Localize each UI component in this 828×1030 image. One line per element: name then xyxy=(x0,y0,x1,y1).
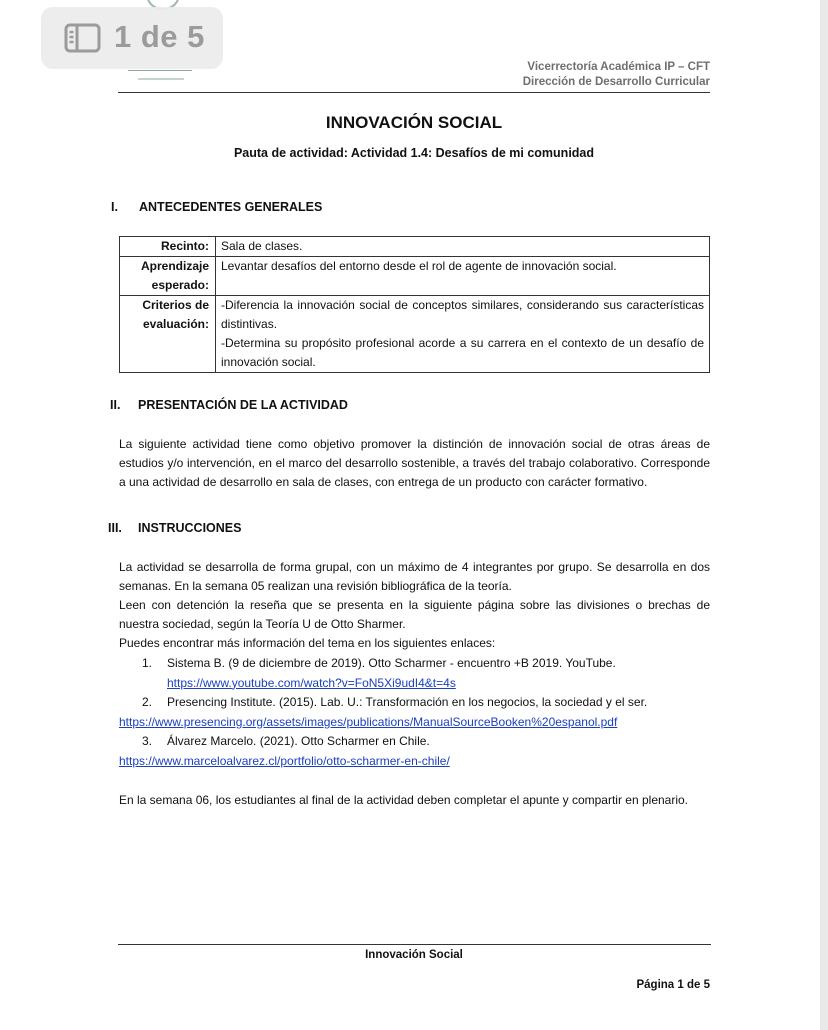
recinto-label: Recinto: xyxy=(120,237,216,257)
aprendizaje-value: Levantar desafíos del entorno desde el rol de agente de innovación social. xyxy=(216,257,710,296)
sidebar-toggle-icon[interactable] xyxy=(64,23,101,53)
document-title: INNOVACIÓN SOCIAL xyxy=(325,113,503,132)
list-item-number: 3. xyxy=(142,734,153,748)
header-line-2: Dirección de Desarrollo Curricular xyxy=(522,76,710,88)
list-item-text: Álvarez Marcelo. (2021). Otto Scharmer en Chile. xyxy=(167,734,430,748)
section-2-paragraph: La siguiente actividad tiene como objetivo promover la distinción de innovación social de otras áreas de estudios y/o intervención, en el marco del desarrollo sostenible, a través del trabajo colaborativo. Corresponde a una actividad de desarrollo en sala de clases, con entrega de un producto con carácter formativo. xyxy=(119,437,710,489)
recinto-value: Sala de clases. xyxy=(216,237,710,257)
criterios-value xyxy=(216,296,710,373)
youtube-link[interactable]: https://www.youtube.com/watch?v=FoN5Xi9udI4&t=4s xyxy=(167,675,456,690)
instructions-text xyxy=(119,558,710,653)
instructions-p1: La actividad se desarrolla de forma grupal, con un máximo de 4 integrantes por grupo. Se desarrolla en dos semanas. En la semana 05 realizan una revisión bibliográfica de la teoría. xyxy=(119,560,710,593)
aprendizaje-label: Aprendizaje esperado: xyxy=(120,257,216,296)
list-item xyxy=(119,693,710,732)
header-line-1: Vicerrectoría Académica IP – CFT xyxy=(527,61,710,73)
section-3-label: INSTRUCCIONES xyxy=(138,521,242,535)
section-3-number: III. xyxy=(108,521,122,535)
criterio-2: -Determina su propósito profesional acorde a su carrera en el contexto de un desafío de innovación social. xyxy=(221,336,704,369)
section-2-label: PRESENTACIÓN DE LA ACTIVIDAD xyxy=(138,398,348,412)
table-row xyxy=(120,257,710,296)
section-1-number: I. xyxy=(111,200,118,214)
reference-list xyxy=(119,654,710,771)
criterio-1: -Diferencia la innovación social de conceptos similares, considerando sus características distintivas. xyxy=(221,298,704,331)
footer-rule xyxy=(118,944,711,945)
instructions-p2: Leen con detención la reseña que se presenta en la siguiente página sobre las divisiones o brechas de nuestra sociedad, según la Teoría U de Otto Sharmer. xyxy=(119,598,710,631)
document-header xyxy=(523,60,710,90)
footer-title: Innovación Social xyxy=(365,949,463,961)
marceloalvarez-link[interactable]: https://www.marceloalvarez.cl/portfolio/otto-scharmer-en-chile/ xyxy=(119,753,450,768)
document-subtitle: Pauta de actividad: Actividad 1.4: Desafíos de mi comunidad xyxy=(233,146,595,160)
logo-divider xyxy=(128,70,192,71)
table-row xyxy=(120,296,710,373)
section-2-number: II. xyxy=(110,398,121,412)
list-item-number: 1. xyxy=(142,656,153,670)
presencing-link[interactable]: https://www.presencing.org/assets/images/publications/ManualSourceBooken%20espanol.pdf xyxy=(119,714,618,729)
criterios-label: Criterios de evaluación: xyxy=(120,296,216,373)
page-indicator-text: 1 de 5 xyxy=(114,19,205,54)
page-number: Página 1 de 5 xyxy=(636,979,710,991)
closing-paragraph: En la semana 06, los estudiantes al final de la actividad deben completar el apunte y compartir en plenario. xyxy=(119,793,689,807)
list-item-text: Presencing Institute. (2015). Lab. U.: Transformación en los negocios, la sociedad y el ser. xyxy=(167,695,648,709)
section-1-label: ANTECEDENTES GENERALES xyxy=(139,200,323,214)
logo-caption-mark xyxy=(138,78,184,80)
general-info-table xyxy=(119,236,710,373)
list-item xyxy=(119,654,710,693)
header-rule xyxy=(118,92,710,93)
list-item-text: Sistema B. (9 de diciembre de 2019). Otto Scharmer - encuentro +B 2019. YouTube. xyxy=(167,656,616,670)
viewer-edge xyxy=(820,0,828,1030)
instructions-p3: Puedes encontrar más información del tema en los siguientes enlaces: xyxy=(119,636,496,650)
list-item-number: 2. xyxy=(142,695,153,709)
page-indicator[interactable] xyxy=(41,7,223,69)
list-item xyxy=(119,732,710,771)
table-row xyxy=(120,237,710,257)
